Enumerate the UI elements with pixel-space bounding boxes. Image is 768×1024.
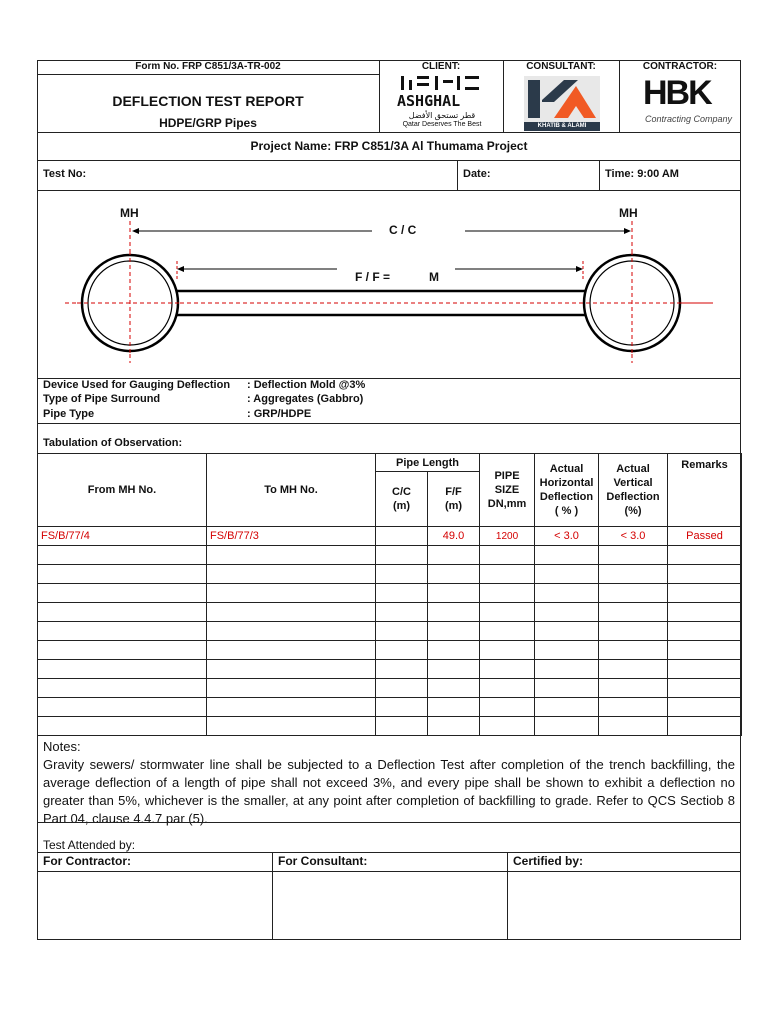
hbk-logo bbox=[643, 74, 733, 130]
device-value: : Deflection Mold @3% bbox=[247, 379, 366, 391]
ashghal-arabic-tagline: قطر تستحق الأفضل bbox=[408, 111, 476, 120]
cc-label: C / C bbox=[389, 223, 417, 237]
for-consultant-label: For Consultant: bbox=[278, 854, 368, 868]
table-row bbox=[38, 584, 742, 603]
table-row bbox=[38, 546, 742, 565]
notes-label: Notes: bbox=[43, 739, 81, 754]
hbk-logo-sub: Contracting Company bbox=[645, 114, 733, 124]
row-horizontal: < 3.0 bbox=[535, 527, 599, 546]
pipe-type-value: : GRP/HDPE bbox=[247, 408, 312, 420]
table-row bbox=[38, 717, 742, 736]
time-label: Time: 9:00 AM bbox=[605, 168, 679, 180]
table-row bbox=[38, 641, 742, 660]
test-attended-label: Test Attended by: bbox=[43, 838, 136, 852]
form-number: Form No. FRP C851/3A-TR-002 bbox=[135, 61, 281, 72]
test-no-label: Test No: bbox=[43, 168, 87, 180]
table-row bbox=[38, 603, 742, 622]
notes-block bbox=[43, 738, 735, 828]
tabulation-title: Tabulation of Observation: bbox=[43, 437, 183, 449]
table-row bbox=[38, 565, 742, 584]
table-row bbox=[38, 679, 742, 698]
table-row bbox=[38, 660, 742, 679]
row-vertical: < 3.0 bbox=[599, 527, 668, 546]
khatib-alami-text: KHATIB & ALAMI bbox=[524, 122, 600, 131]
report-form bbox=[37, 60, 741, 940]
notes-text: Gravity sewers/ stormwater line shall be subjected to a Deflection Test after completion of the trench backfilling, the average deflection of a length of pipe shall not exceed 3%, and every pipe shall be shown to exhibit a deflection no greater than 5%, whichever is the smaller, at any point after completion of backfilling to grade. Refer to QCS Sectiob 8 Part 04, clause 4.4.7 par (5). bbox=[43, 757, 735, 826]
mh-left-label: MH bbox=[120, 206, 139, 220]
row-ff: 49.0 bbox=[428, 527, 480, 546]
contractor-label: CONTRACTOR: bbox=[642, 61, 718, 72]
row-cc bbox=[376, 527, 428, 546]
hbk-logo-text: HBK bbox=[643, 74, 711, 112]
client-label: CLIENT: bbox=[421, 61, 461, 72]
header-horizontal: Actual Horizontal Deflection ( % ) bbox=[535, 454, 599, 527]
ashghal-logo bbox=[397, 74, 487, 132]
ashghal-logo-text: ASHGHAL bbox=[397, 92, 461, 110]
for-contractor-label: For Contractor: bbox=[43, 854, 131, 868]
m-label: M bbox=[429, 270, 439, 284]
mh-right-label: MH bbox=[619, 206, 638, 220]
header-pipe-size: PIPE SIZE DN,mm bbox=[480, 454, 535, 527]
row-remarks: Passed bbox=[668, 527, 742, 546]
certified-by-label: Certified by: bbox=[513, 854, 584, 868]
header-pipe-length: Pipe Length bbox=[376, 454, 480, 472]
table-row bbox=[38, 527, 742, 546]
header-remarks: Remarks bbox=[668, 454, 742, 527]
date-label: Date: bbox=[463, 168, 491, 180]
table-row bbox=[38, 698, 742, 717]
project-name: Project Name: FRP C851/3A Al Thumama Project bbox=[250, 139, 528, 153]
surround-label: Type of Pipe Surround bbox=[43, 393, 161, 405]
observation-table bbox=[37, 453, 742, 736]
row-to: FS/B/77/3 bbox=[207, 527, 376, 546]
pipe-type-label: Pipe Type bbox=[43, 408, 95, 420]
surround-value: : Aggregates (Gabbro) bbox=[247, 393, 364, 405]
table-row bbox=[38, 622, 742, 641]
header-cc: C/C (m) bbox=[376, 472, 428, 527]
ashghal-tagline: Qatar Deserves The Best bbox=[402, 121, 482, 128]
report-title: DEFLECTION TEST REPORT bbox=[112, 93, 304, 109]
header-from-mh: From MH No. bbox=[38, 454, 207, 527]
header-vertical: Actual Vertical Deflection (%) bbox=[599, 454, 668, 527]
device-label: Device Used for Gauging Deflection bbox=[43, 379, 231, 391]
header-to-mh: To MH No. bbox=[207, 454, 376, 527]
row-from: FS/B/77/4 bbox=[38, 527, 207, 546]
report-subtitle: HDPE/GRP Pipes bbox=[159, 116, 257, 130]
consultant-label: CONSULTANT: bbox=[526, 61, 596, 72]
row-size: 1200 bbox=[480, 527, 535, 546]
header-ff: F/F (m) bbox=[428, 472, 480, 527]
ff-label: F / F = bbox=[355, 270, 391, 284]
khatib-alami-logo bbox=[524, 76, 600, 130]
